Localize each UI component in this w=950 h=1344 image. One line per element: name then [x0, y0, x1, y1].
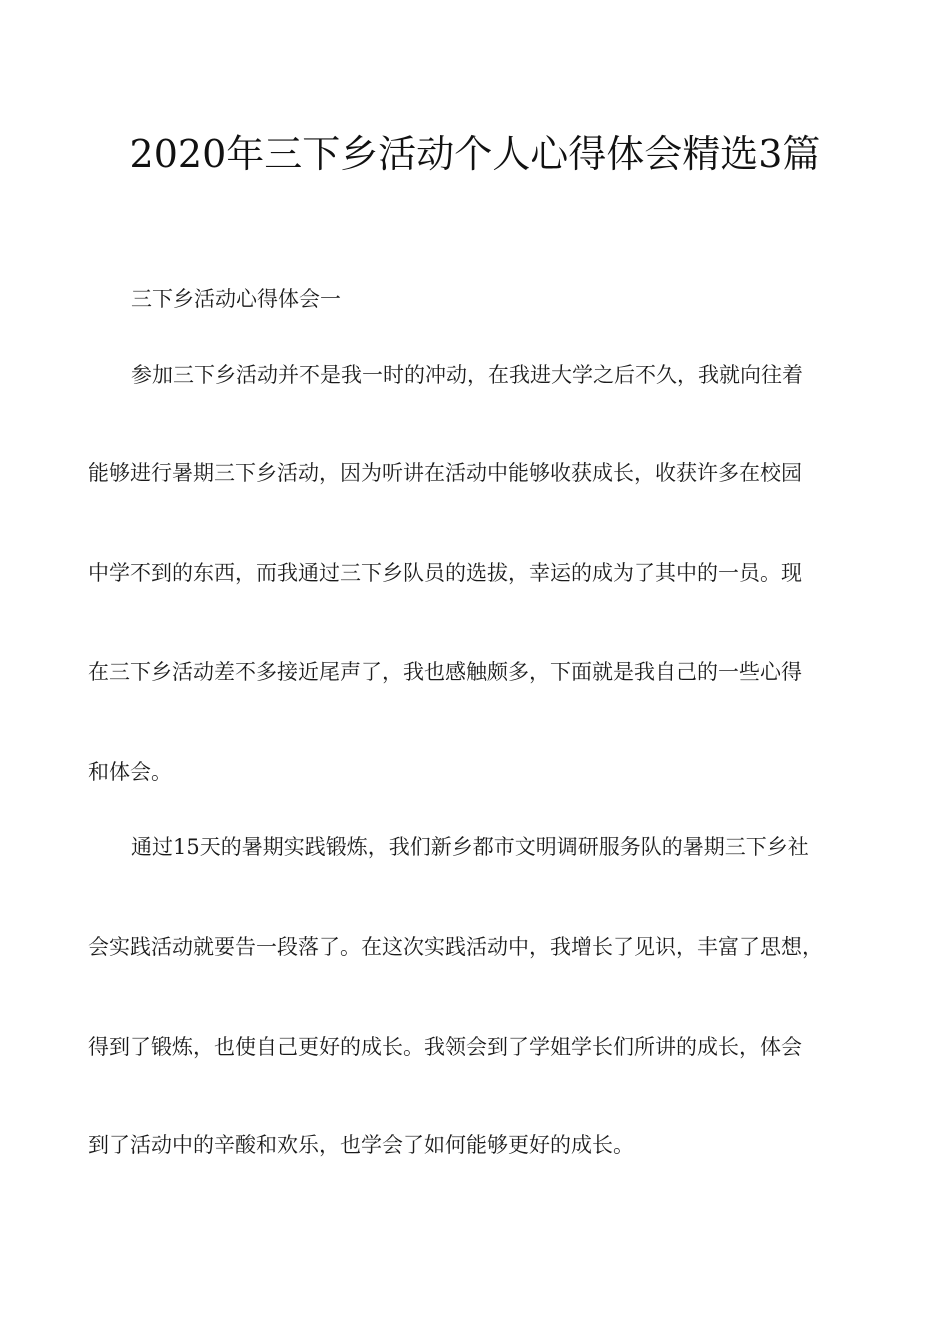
paragraph-line: 到了活动中的辛酸和欢乐，也学会了如何能够更好的成长。 [88, 1133, 634, 1157]
paragraph-line: 通过15天的暑期实践锻炼，我们新乡都市文明调研服务队的暑期三下乡社 [131, 835, 809, 859]
document-title: 2020年三下乡活动个人心得体会精选3篇 [129, 132, 821, 176]
paragraph-line: 能够进行暑期三下乡活动，因为听讲在活动中能够收获成长，收获许多在校园 [88, 461, 802, 485]
paragraph-line: 在三下乡活动差不多接近尾声了，我也感触颇多，下面就是我自己的一些心得 [88, 660, 802, 684]
section-heading: 三下乡活动心得体会一 [131, 287, 341, 311]
paragraph-line: 参加三下乡活动并不是我一时的冲动，在我进大学之后不久，我就向往着 [131, 363, 803, 387]
paragraph-line: 中学不到的东西，而我通过三下乡队员的选拔，幸运的成为了其中的一员。现 [88, 561, 802, 585]
paragraph-line: 会实践活动就要告一段落了。在这次实践活动中，我增长了见识，丰富了思想， [88, 935, 823, 959]
paragraph-line: 和体会。 [88, 760, 172, 784]
paragraph-line: 得到了锻炼，也使自己更好的成长。我领会到了学姐学长们所讲的成长，体会 [88, 1035, 802, 1059]
